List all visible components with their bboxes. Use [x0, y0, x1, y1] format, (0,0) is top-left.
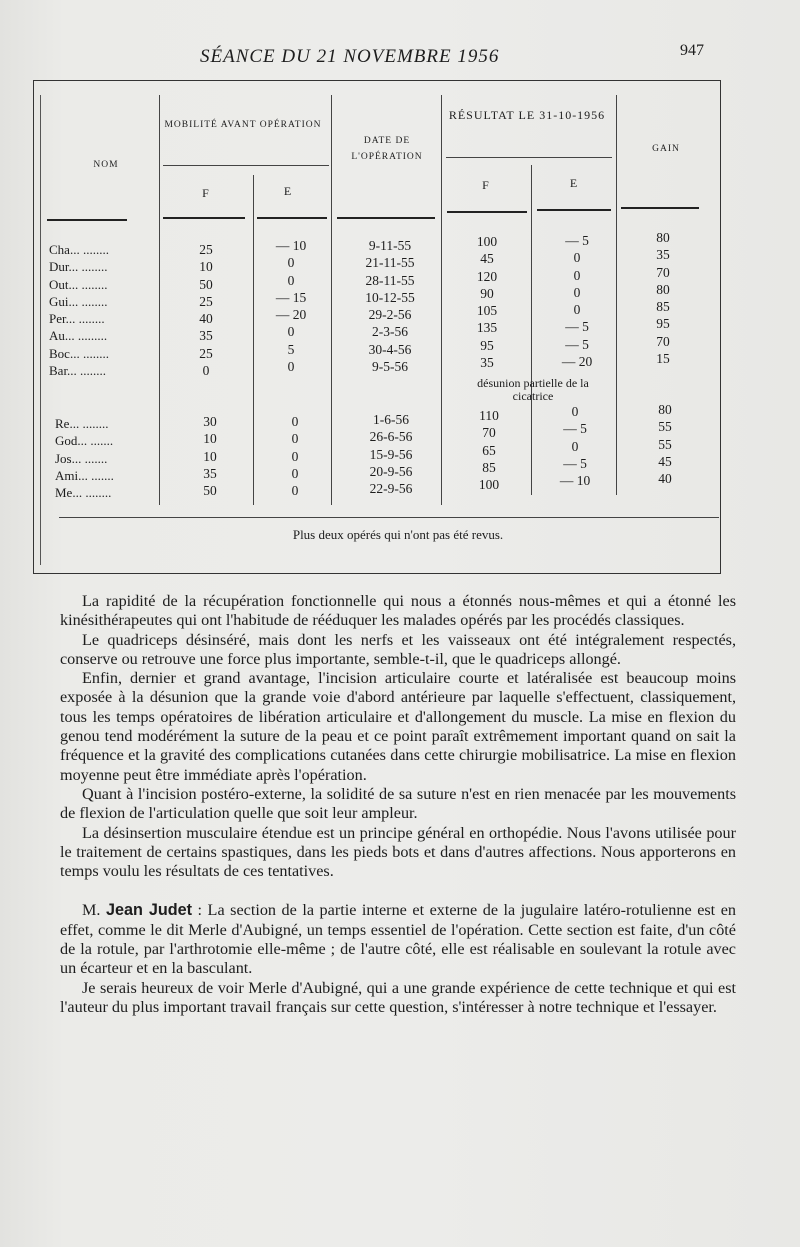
table-cell: 110 [479, 408, 499, 423]
group1-res-e [543, 232, 611, 370]
table-frame [40, 95, 717, 565]
group2-dates [347, 411, 435, 497]
table-cell: — 5 [563, 455, 587, 471]
table-cell: 0 [291, 431, 299, 447]
table-cell: Gui... ........ [49, 293, 108, 309]
table-cell: 85 [656, 299, 670, 315]
page-number: 947 [680, 42, 704, 59]
table-cell: 0 [571, 438, 579, 454]
group2-names [55, 415, 159, 501]
table-cell: — 10 [559, 473, 591, 489]
results-table [33, 80, 721, 574]
table-cell: — 20 [275, 307, 307, 323]
header-res-f: F [482, 178, 490, 192]
table-cell: 26-6-56 [369, 429, 413, 445]
table-cell: 95 [656, 316, 670, 332]
header-mobilite: MOBILITÉ AVANT OPÉRATION [164, 120, 322, 130]
header-nom: NOM [93, 160, 119, 170]
table-cell: 0 [291, 448, 299, 464]
table-cell: — 10 [275, 238, 307, 253]
table-cell: Au... ......... [49, 328, 108, 344]
group1-names [49, 241, 157, 379]
table-cell: 22-9-56 [369, 481, 413, 497]
table-cell: 0 [287, 324, 295, 340]
table-cell: 70 [656, 264, 670, 280]
table-cell: 1-6-56 [373, 412, 409, 427]
header-gain: GAIN [652, 144, 680, 154]
table-cell: 55 [658, 436, 672, 452]
table-cell: 40 [199, 311, 213, 327]
group1-mob-e [261, 237, 321, 375]
table-cell: God... ....... [55, 433, 114, 449]
header-mob-f: F [202, 186, 210, 200]
table-cell: Per... ........ [49, 311, 105, 327]
table-cell: 85 [482, 459, 496, 475]
table-cell: 50 [199, 276, 213, 292]
table-cell: 30-4-56 [368, 341, 412, 357]
table-cell: 0 [291, 414, 299, 429]
table-cell: 9-11-55 [368, 238, 412, 253]
speaker-name: Jean Judet [105, 901, 193, 920]
table-cell: — 5 [565, 319, 589, 335]
table-footnote: Plus deux opérés qui n'ont pas été revus. [292, 527, 504, 542]
table-cell: 90 [480, 285, 494, 301]
table-cell: 95 [480, 337, 494, 353]
table-cell: 10 [199, 259, 213, 275]
table-cell: 100 [476, 234, 498, 249]
table-cell: 0 [202, 363, 210, 379]
header-mob-e: E [283, 184, 293, 198]
table-cell: 0 [573, 302, 581, 318]
header-title: SÉANCE DU 21 NOVEMBRE 1956 [200, 46, 500, 67]
table-cell: Ami... ....... [55, 467, 114, 483]
table-cell: 70 [482, 425, 496, 441]
table-cell: 0 [291, 465, 299, 481]
table-cell: 2-3-56 [372, 324, 408, 340]
table-cell: 25 [199, 293, 213, 309]
table-cell: 65 [482, 442, 496, 458]
table-cell: 0 [287, 255, 295, 271]
table-cell: 25 [199, 242, 213, 257]
paragraph-text: : La section de la partie interne et externe de la jugulaire latéro-rotulienne est en effet, comme le dit Merle d'Aubigné, un temps essentiel de l'opération. Cette section est faite, d'un côté de la rotule, par l'arthrotomie elle-même ; de l'autre côté, elle est réalisable en soulevant la rotule avec un écarteur et en la basculant. [60, 901, 736, 978]
table-cell: 100 [478, 477, 500, 493]
table-cell: 10-12-55 [365, 289, 415, 305]
table-cell: 29-2-56 [368, 307, 412, 323]
table-cell: 5 [287, 341, 295, 357]
group1-res-f [459, 233, 515, 371]
table-cell: 0 [573, 284, 581, 300]
table-cell: 0 [287, 272, 295, 288]
paragraph: La rapidité de la récupération fonctionnelle qui nous a étonnés nous-mêmes et qui a étonné les kinésithérapeutes qui ont l'habitude de rééduquer les malades opérés par les procédés classiques. [60, 592, 736, 630]
paragraph: Enfin, dernier et grand avantage, l'incision articulaire courte et latéralisée est beaucoup moins exposée à la désunion que la grande voie d'abord antérieure par laquelle s'effectuent, classiquement, tous les temps opératoires de libération articulaire et d'allongement du muscle. La mise en flexion du genou tend modérément la suture de la peau et ce point paraît extrêmement important quand on sait la fréquence et la gravité des complications cutanées dans cette chirurgie mobilisatrice. La mise en flexion moyenne peut être immédiate après l'opération. [60, 669, 736, 784]
header-res-e: E [569, 176, 579, 190]
group2-res-e [541, 403, 609, 489]
table-cell: 28-11-55 [365, 272, 415, 288]
table-cell: 80 [656, 281, 670, 297]
table-cell: 35 [480, 355, 494, 371]
table-cell: Jos... ....... [55, 450, 108, 466]
table-cell: 35 [203, 465, 217, 481]
table-cell: 35 [199, 328, 213, 344]
table-cell: — 5 [565, 336, 589, 352]
table-cell: — 5 [565, 233, 589, 248]
header-date: DATE DE L'OPÉRATION [351, 136, 423, 162]
table-cell: 0 [287, 359, 295, 375]
table-cell: Dur... ........ [49, 259, 108, 275]
table-cell: Bar... ........ [49, 363, 107, 379]
table-cell: 45 [658, 453, 672, 469]
table-cell: Me... ........ [55, 485, 112, 501]
table-cell: 45 [480, 251, 494, 267]
table-cell: 55 [658, 419, 672, 435]
paragraph: La désinsertion musculaire étendue est un principe général en orthopédie. Nous l'avons utilisée pour le traitement de certains spastiques, dans les pieds bots et dans d'autres affections. Nous apporterons en temps voulu les résultats de ces tentatives. [60, 823, 736, 881]
table-cell: 70 [656, 333, 670, 349]
group2-mob-e [267, 413, 323, 499]
table-cell: 30 [203, 414, 217, 429]
paragraph-judet [60, 901, 736, 978]
table-cell: 0 [571, 404, 579, 419]
table-cell: — 15 [275, 289, 307, 305]
table-cell: 35 [656, 247, 670, 263]
table-cell: — 5 [563, 421, 587, 437]
group2-res-f [461, 407, 517, 493]
table-cell: 135 [476, 320, 498, 336]
table-cell: 80 [658, 402, 672, 417]
table-cell: Out... ........ [49, 276, 108, 292]
header-resultat: RÉSULTAT LE 31-10-1956 [448, 108, 606, 122]
paragraph: Quant à l'incision postéro-externe, la solidité de sa suture n'est en rien menacée par les mouvements de flexion de l'articulation quelle que soit leur ampleur. [60, 784, 736, 823]
table-cell: — 20 [561, 354, 593, 370]
table-cell: 40 [658, 471, 672, 487]
table-cell: Cha... ........ [49, 242, 109, 257]
group2-gain [637, 401, 693, 487]
table-cell: 0 [573, 250, 581, 266]
paragraph: Le quadriceps désinséré, mais dont les nerfs et les vaisseaux ont été intégralement respectés, conserve ou retrouve une force plus importante, semble-t-il, que le quadriceps allongé. [60, 630, 736, 668]
table-cell: 105 [476, 303, 498, 319]
table-cell: 10 [203, 448, 217, 464]
table-cell: 15 [656, 351, 670, 367]
table-cell: 120 [476, 268, 498, 284]
table-cell: 20-9-56 [369, 463, 413, 479]
table-cell: 15-9-56 [369, 446, 413, 462]
table-cell: 21-11-55 [365, 255, 415, 271]
table-cell: Re... ........ [55, 416, 109, 431]
table-cell: 9-5-56 [372, 359, 408, 375]
table-cell: 0 [573, 267, 581, 283]
group1-dates [346, 237, 434, 375]
running-header [0, 42, 800, 72]
group1-gain [635, 229, 691, 367]
table-cell: 80 [656, 230, 670, 245]
speaker-prefix: M. [82, 901, 106, 920]
paragraph: Je serais heureux de voir Merle d'Aubigné, qui a une grande expérience de cette technique et qui est l'auteur du plus important travail français sur cette question, s'intéresser à notre technique et l'essayer. [60, 978, 736, 1016]
table-cell: 10 [203, 431, 217, 447]
group1-mob-f [181, 241, 231, 379]
table-cell: 50 [203, 483, 217, 499]
table-cell: 25 [199, 345, 213, 361]
group2-mob-f [185, 413, 235, 499]
table-cell: Boc... ........ [49, 345, 109, 361]
table-cell: 0 [291, 483, 299, 499]
table-note: désunion partielle de la cicatrice [477, 376, 589, 403]
body-text [60, 592, 736, 1017]
